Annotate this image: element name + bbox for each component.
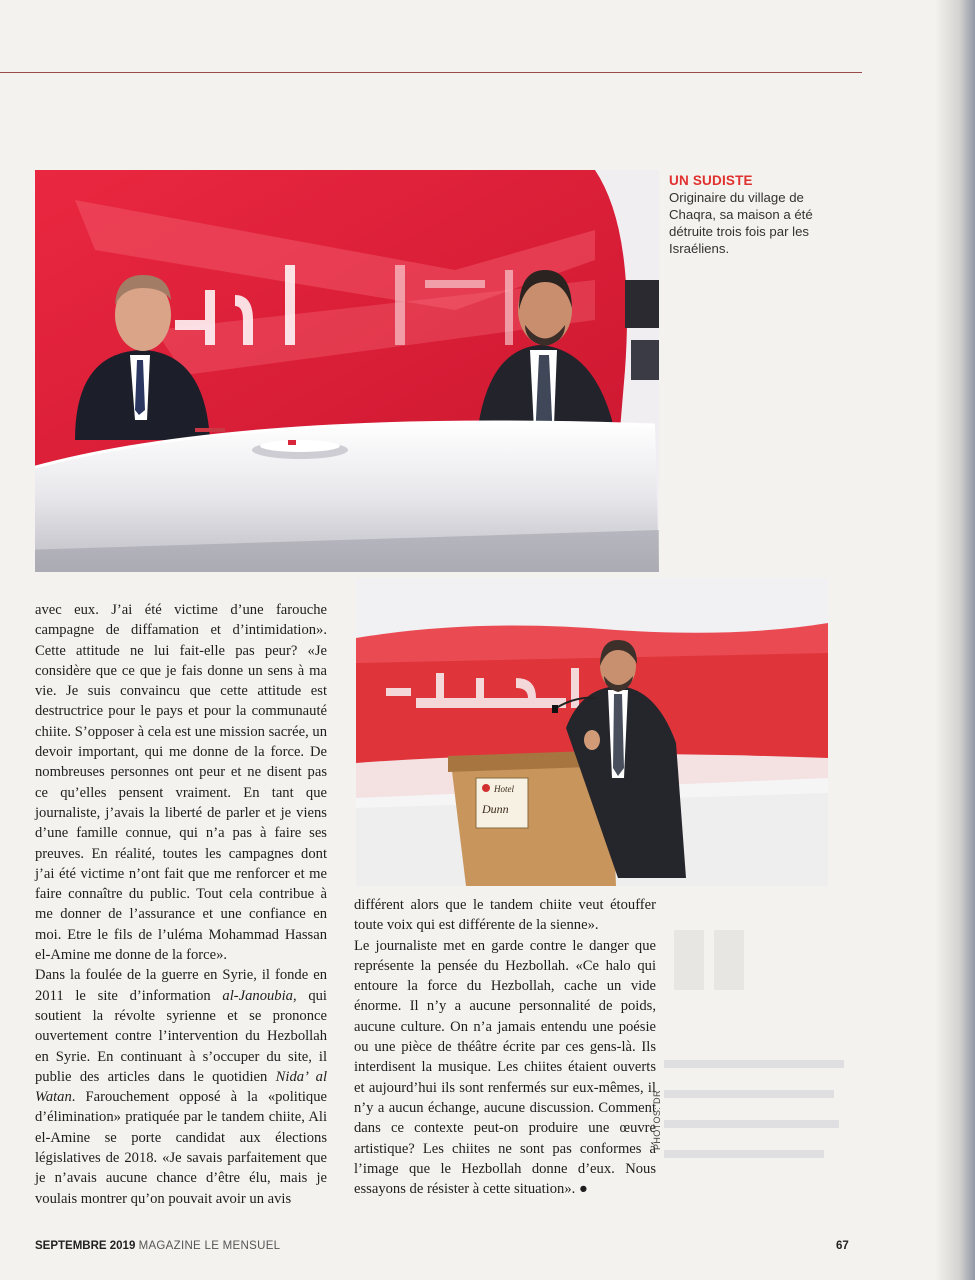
podium-sign-line1: Hotel [494, 784, 514, 794]
caption-title: UN SUDISTE [669, 173, 753, 188]
page-binding-shadow [935, 0, 975, 1280]
text-run: , qui soutient la révolte syrienne et se prononce ouvertement contre l’intervention du Hezbollah en Syrie. En continuant à s’occuper du site, il publie des articles dans le quotidien [35, 987, 327, 1085]
top-rule [0, 72, 862, 73]
article-paragraph [354, 936, 656, 1200]
photo-tv-studio [35, 170, 659, 572]
text-run: Le journaliste met en garde contre le danger que représente la pensée du Hezbollah. «Ce halo qui entoure la force du Hezbollah, cache un vide énorme. Il n’y a aucune personnalité de poids, aucune culture. On n’a jamais entendu une poésie ou une pièce de théâtre écrite par ces gens-là. Ils interdisent la musique. Les chiites étaient ouverts et aujourd’hui ils sont renfermés sur eux-mêmes, il n’y a aucun échange, aucune discussion. Comment dans ce contexte peut-on produire une œuvre artistique? Les chiites ne sont pas conformes à l’image que le Hezbollah donne d’eux. Nous essayons de résister à cette situation». [354, 937, 656, 1198]
photo-caption [669, 172, 837, 257]
article-paragraph [35, 965, 327, 1209]
caption-text: Originaire du village de Chaqra, sa maison a été détruite trois fois par les Israéliens. [669, 190, 813, 256]
footer-issue-date: SEPTEMBRE 2019 [35, 1240, 136, 1252]
footer-magazine-name: MAGAZINE LE MENSUEL [138, 1240, 281, 1252]
end-of-article-mark: ● [578, 1181, 588, 1198]
footer-issue [35, 1240, 280, 1252]
photo-credit: PHOTOS: DR [652, 1090, 662, 1150]
page-bleed-through [664, 900, 864, 1180]
newspaper-name: Nida’ al Watan [35, 1068, 327, 1106]
site-name: al-Janoubia [222, 987, 293, 1004]
article-column-left [35, 600, 327, 1209]
text-run: Dans la foulée de la guerre en Syrie, il fonde en 2011 le site d’information [35, 967, 327, 1004]
article-paragraph: différent alors que le tandem chiite veut étouffer toute voix qui est différente de la sienne». [354, 897, 656, 934]
podium-sign-line2: Dunn [482, 802, 509, 816]
photo-podium-speech [356, 578, 828, 886]
text-run: . Farouchement opposé à la «politique d’élimination» pratiquée par le tandem chiite, Ali el-Amine se porte candidat aux élections législatives de 2018. «Je savais parfaitement que je n’avais aucune chance d’être élu, mais je voulais montrer qu’on pouvait avoir un avis [35, 1089, 327, 1207]
page-number: 67 [836, 1240, 849, 1252]
article-column-right [354, 895, 656, 1199]
article-paragraph: avec eux. J’ai été victime d’une farouche campagne de diffamation et d’intimidation». Cette attitude ne lui fait-elle pas peur? «Je considère que ce que je fais donne un sens à ma vie. Je suis convaincu que cette attitude est destructrice pour le pays et pour la communauté chiite. S’opposer à cela est une mission sacrée, un devoir important, qui me donne de la force. De nombreuses personnes ont peur et ne disent pas ce qu’elles pensent vraiment. En tant que journaliste, j’avais la liberté de parler et je viens d’une famille connue, qui n’a pas à faire ses preuves. En réalité, toutes les campagnes dont j’ai été victime n’ont fait que me renforcer et me faire connaître du public. Tout cela contribue à me donner de l’assurance et une confiance en moi. Etre le fils de l’uléma Mohammad Hassan el-Amine me donne de la force». [35, 602, 327, 964]
